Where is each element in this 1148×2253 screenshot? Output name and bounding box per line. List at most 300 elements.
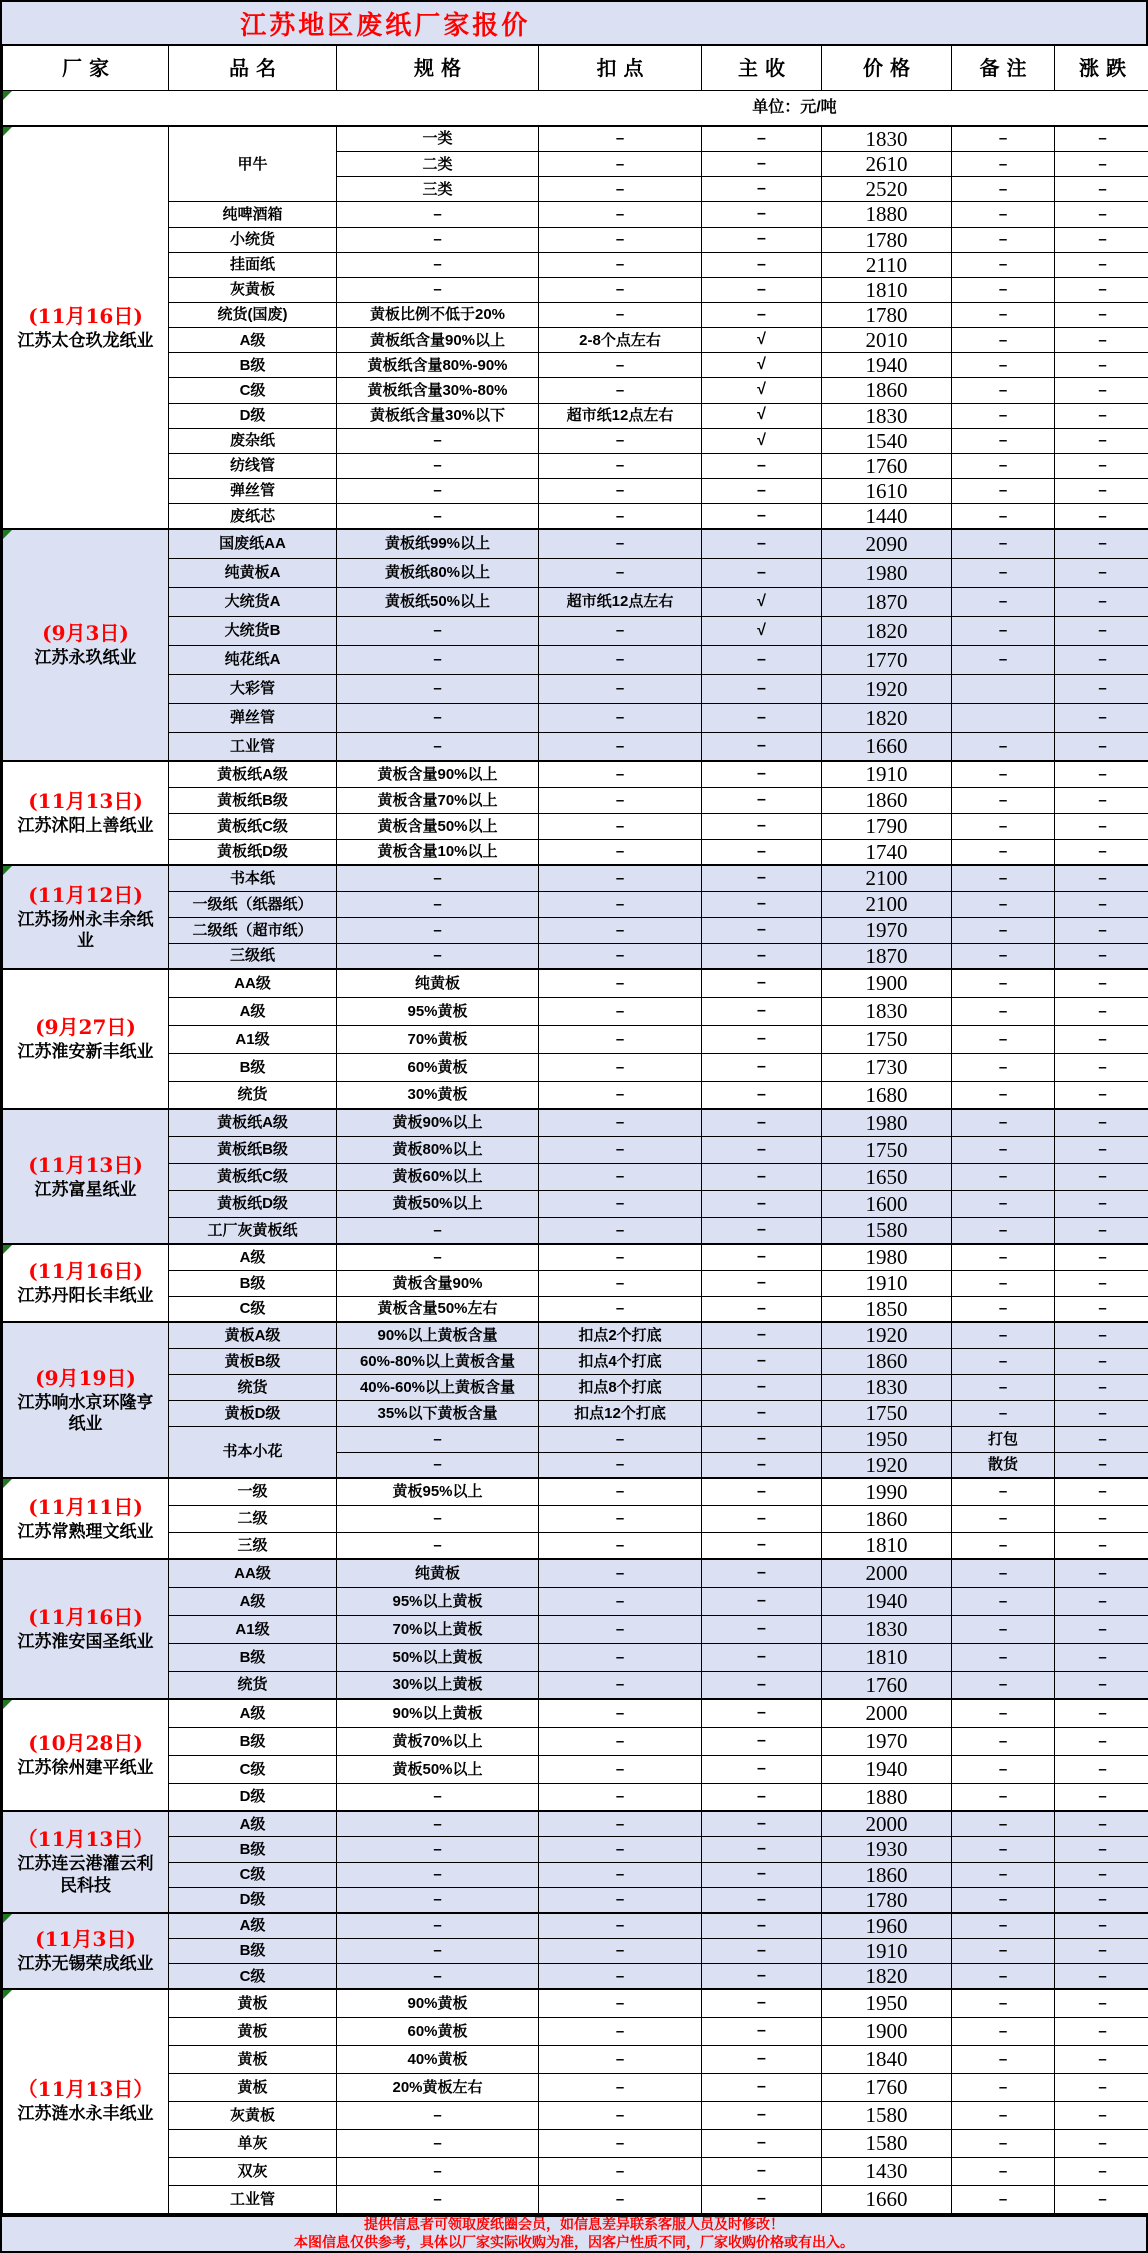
spec-cell: 黄板90%以上	[337, 1109, 539, 1136]
change-cell: –	[1055, 1081, 1148, 1109]
spec-cell: 黄板70%以上	[337, 1727, 539, 1755]
price-cell: 2100	[822, 891, 952, 917]
note-cell: –	[952, 1913, 1055, 1939]
change-cell: –	[1055, 943, 1148, 969]
factory-name: 江苏沭阳上善纸业	[7, 815, 164, 836]
change-cell: –	[1055, 1811, 1148, 1837]
product-cell: A1级	[169, 1025, 337, 1053]
deduction-cell: –	[539, 787, 702, 813]
table-row	[3, 1783, 1148, 1811]
spec-cell: –	[337, 943, 539, 969]
table-row	[3, 126, 1148, 152]
deduction-cell: –	[539, 1755, 702, 1783]
spec-cell: –	[337, 1913, 539, 1939]
spec-cell: –	[337, 277, 539, 302]
deduction-cell: –	[539, 1587, 702, 1615]
change-cell: –	[1055, 787, 1148, 813]
main-collect-cell: √	[702, 353, 822, 378]
note-cell: –	[952, 891, 1055, 917]
table-row	[3, 943, 1148, 969]
table-row	[3, 2185, 1148, 2213]
deduction-cell: 超市纸12点左右	[539, 587, 702, 616]
note-cell: –	[952, 1190, 1055, 1217]
table-row	[3, 2101, 1148, 2129]
price-cell: 1810	[822, 1532, 952, 1559]
product-cell: 黄板纸D级	[169, 1190, 337, 1217]
deduction-cell: –	[539, 969, 702, 997]
change-cell: –	[1055, 1270, 1148, 1296]
change-cell: –	[1055, 645, 1148, 674]
main-collect-cell: –	[702, 1938, 822, 1963]
main-collect-cell: –	[702, 453, 822, 478]
spec-cell: 70%黄板	[337, 1025, 539, 1053]
price-cell: 1760	[822, 2073, 952, 2101]
spec-cell: 黄板含量10%以上	[337, 839, 539, 865]
deduction-cell: –	[539, 1989, 702, 2017]
table-row	[3, 917, 1148, 943]
spec-cell: –	[337, 428, 539, 453]
change-cell: –	[1055, 674, 1148, 703]
change-cell: –	[1055, 2073, 1148, 2101]
deduction-cell: 扣点4个打底	[539, 1348, 702, 1374]
product-cell: A1级	[169, 1615, 337, 1643]
table-row	[3, 1699, 1148, 1727]
product-cell: 黄板纸C级	[169, 813, 337, 839]
table-row	[3, 1837, 1148, 1862]
product-cell: A级	[169, 1699, 337, 1727]
table-row	[3, 353, 1148, 378]
deduction-cell: –	[539, 1505, 702, 1532]
change-cell: –	[1055, 1887, 1148, 1913]
price-cell: 1580	[822, 1217, 952, 1244]
footer	[2, 2214, 1146, 2251]
spec-cell: –	[337, 1426, 539, 1452]
note-cell: –	[952, 813, 1055, 839]
factory-cell	[3, 1559, 169, 1699]
factory-cell	[3, 1989, 169, 2213]
spec-cell: 黄板纸含量80%-90%	[337, 353, 539, 378]
deduction-cell: –	[539, 616, 702, 645]
deduction-cell: –	[539, 732, 702, 761]
main-collect-cell: –	[702, 1053, 822, 1081]
table-row	[3, 1163, 1148, 1190]
product-cell: B级	[169, 1727, 337, 1755]
product-cell: 黄板纸D级	[169, 839, 337, 865]
note-cell: –	[952, 1136, 1055, 1163]
change-cell: –	[1055, 1505, 1148, 1532]
note-cell: –	[952, 1374, 1055, 1400]
factory-name: 江苏徐州建平纸业	[7, 1757, 164, 1778]
product-cell: A级	[169, 1913, 337, 1939]
factory-date: (9月27日)	[7, 1016, 164, 1039]
table-row	[3, 1217, 1148, 1244]
note-cell: –	[952, 839, 1055, 865]
table-row	[3, 302, 1148, 327]
note-cell: –	[952, 2101, 1055, 2129]
note-cell: –	[952, 1671, 1055, 1699]
change-cell: –	[1055, 1938, 1148, 1963]
note-cell: –	[952, 761, 1055, 787]
spec-cell: 黄板纸含量30%以下	[337, 403, 539, 428]
green-corner-mark	[3, 91, 12, 100]
spec-cell: 黄板含量90%以上	[337, 761, 539, 787]
main-collect-cell: –	[702, 1837, 822, 1862]
product-cell: 挂面纸	[169, 252, 337, 277]
table-row	[3, 2045, 1148, 2073]
deduction-cell: –	[539, 2185, 702, 2213]
table-row	[3, 1322, 1148, 1348]
change-cell: –	[1055, 126, 1148, 152]
product-cell: D级	[169, 403, 337, 428]
change-cell: –	[1055, 917, 1148, 943]
change-cell: –	[1055, 761, 1148, 787]
table-row	[3, 1587, 1148, 1615]
note-cell: –	[952, 277, 1055, 302]
change-cell: –	[1055, 1348, 1148, 1374]
price-cell: 1440	[822, 504, 952, 530]
product-cell: 一级	[169, 1478, 337, 1505]
spec-cell: –	[337, 1783, 539, 1811]
main-collect-cell: –	[702, 1244, 822, 1270]
main-collect-cell: √	[702, 616, 822, 645]
price-cell: 2100	[822, 865, 952, 891]
note-cell: –	[952, 202, 1055, 227]
deduction-cell: –	[539, 1244, 702, 1270]
spec-cell: –	[337, 1862, 539, 1887]
table-row	[3, 1727, 1148, 1755]
note-cell: –	[952, 1699, 1055, 1727]
price-cell: 1970	[822, 917, 952, 943]
price-cell: 2000	[822, 1811, 952, 1837]
factory-date: (11月3日)	[7, 1928, 164, 1951]
table-row	[3, 558, 1148, 587]
main-collect-cell: –	[702, 1671, 822, 1699]
table-row	[3, 674, 1148, 703]
change-cell: –	[1055, 997, 1148, 1025]
deduction-cell: –	[539, 1296, 702, 1322]
deduction-cell: –	[539, 1887, 702, 1913]
unit-row	[3, 91, 1148, 127]
change-cell: –	[1055, 2157, 1148, 2185]
deduction-cell: –	[539, 1025, 702, 1053]
product-cell: 统货	[169, 1671, 337, 1699]
main-collect-cell: –	[702, 1452, 822, 1478]
spec-cell: 90%以上黄板	[337, 1699, 539, 1727]
price-cell: 2010	[822, 328, 952, 353]
main-collect-cell: –	[702, 787, 822, 813]
deduction-cell: –	[539, 761, 702, 787]
note-cell: –	[952, 328, 1055, 353]
change-cell: –	[1055, 1452, 1148, 1478]
change-cell: –	[1055, 1964, 1148, 1990]
product-cell: B级	[169, 1270, 337, 1296]
main-collect-cell: –	[702, 1811, 822, 1837]
price-cell: 1600	[822, 1190, 952, 1217]
price-cell: 1860	[822, 1505, 952, 1532]
deduction-cell: –	[539, 353, 702, 378]
product-cell: 黄板	[169, 2045, 337, 2073]
change-cell: –	[1055, 2045, 1148, 2073]
spec-cell: –	[337, 1887, 539, 1913]
price-cell: 2090	[822, 529, 952, 558]
header-cell-spec: 规格	[337, 46, 539, 91]
table-row	[3, 997, 1148, 1025]
factory-name: 江苏淮安新丰纸业	[7, 1041, 164, 1062]
deduction-cell: –	[539, 865, 702, 891]
change-cell: –	[1055, 1163, 1148, 1190]
main-collect-cell: –	[702, 478, 822, 503]
product-cell: C级	[169, 1296, 337, 1322]
note-cell: –	[952, 1478, 1055, 1505]
spec-cell: –	[337, 1811, 539, 1837]
spec-cell: 50%以上黄板	[337, 1643, 539, 1671]
main-collect-cell: –	[702, 1217, 822, 1244]
note-cell: –	[952, 1270, 1055, 1296]
main-collect-cell: –	[702, 152, 822, 177]
factory-name: 江苏扬州永丰余纸业	[7, 909, 164, 952]
change-cell: –	[1055, 1136, 1148, 1163]
product-cell: 黄板B级	[169, 1348, 337, 1374]
price-cell: 1680	[822, 1081, 952, 1109]
change-cell: –	[1055, 616, 1148, 645]
deduction-cell: –	[539, 504, 702, 530]
main-collect-cell: –	[702, 1400, 822, 1426]
spec-cell: –	[337, 1938, 539, 1963]
main-collect-cell: –	[702, 1587, 822, 1615]
note-cell: –	[952, 1587, 1055, 1615]
spec-cell: –	[337, 674, 539, 703]
price-cell: 1650	[822, 1163, 952, 1190]
price-cell: 2520	[822, 177, 952, 202]
note-cell: –	[952, 587, 1055, 616]
main-collect-cell: –	[702, 674, 822, 703]
change-cell: –	[1055, 177, 1148, 202]
price-cell: 2000	[822, 1699, 952, 1727]
product-cell: 统货	[169, 1374, 337, 1400]
table-row	[3, 2017, 1148, 2045]
note-cell: –	[952, 2045, 1055, 2073]
factory-date: (9月19日)	[7, 1367, 164, 1390]
change-cell: –	[1055, 1478, 1148, 1505]
spec-cell: 黄板纸99%以上	[337, 529, 539, 558]
price-cell: 1820	[822, 1964, 952, 1990]
deduction-cell: –	[539, 891, 702, 917]
page-title: 江苏地区废纸厂家报价	[2, 2, 768, 44]
spec-cell: 黄板含量90%	[337, 1270, 539, 1296]
factory-cell	[3, 1244, 169, 1322]
note-cell: –	[952, 1109, 1055, 1136]
change-cell: –	[1055, 529, 1148, 558]
product-cell: 纯啤酒箱	[169, 202, 337, 227]
main-collect-cell: √	[702, 378, 822, 403]
product-cell: 单灰	[169, 2129, 337, 2157]
unit-label: 单位：元/吨	[439, 99, 1148, 117]
main-collect-cell: –	[702, 1322, 822, 1348]
main-collect-cell: –	[702, 1163, 822, 1190]
deduction-cell: –	[539, 1190, 702, 1217]
note-cell: –	[952, 1400, 1055, 1426]
table-row	[3, 328, 1148, 353]
main-collect-cell: –	[702, 1727, 822, 1755]
table-row	[3, 378, 1148, 403]
deduction-cell: –	[539, 378, 702, 403]
note-cell: –	[952, 2185, 1055, 2213]
table-row	[3, 1505, 1148, 1532]
change-cell: –	[1055, 1837, 1148, 1862]
note-cell: –	[952, 2129, 1055, 2157]
deduction-cell: –	[539, 1532, 702, 1559]
main-collect-cell: –	[702, 1532, 822, 1559]
deduction-cell: –	[539, 529, 702, 558]
product-cell: C级	[169, 378, 337, 403]
product-cell: 弹丝管	[169, 478, 337, 503]
price-cell: 1870	[822, 943, 952, 969]
factory-date: (11月16日)	[7, 1260, 164, 1283]
product-cell: 黄板纸A级	[169, 1109, 337, 1136]
factory-date: (11月16日)	[7, 305, 164, 328]
table-row	[3, 1643, 1148, 1671]
table-row	[3, 703, 1148, 732]
main-collect-cell: –	[702, 558, 822, 587]
deduction-cell: 扣点12个打底	[539, 1400, 702, 1426]
note-cell: –	[952, 865, 1055, 891]
table-row	[3, 1938, 1148, 1963]
note-cell: –	[952, 1244, 1055, 1270]
price-cell: 1980	[822, 558, 952, 587]
price-cell: 1760	[822, 453, 952, 478]
spec-cell: 黄板95%以上	[337, 1478, 539, 1505]
table-row	[3, 1862, 1148, 1887]
table-row	[3, 1400, 1148, 1426]
change-cell: –	[1055, 1727, 1148, 1755]
note-cell: –	[952, 428, 1055, 453]
green-corner-mark	[3, 1700, 12, 1709]
table-row	[3, 1374, 1148, 1400]
change-cell: –	[1055, 1699, 1148, 1727]
change-cell: –	[1055, 1615, 1148, 1643]
spec-cell: 黄板50%以上	[337, 1755, 539, 1783]
note-cell: –	[952, 252, 1055, 277]
note-cell: –	[952, 616, 1055, 645]
product-cell: C级	[169, 1862, 337, 1887]
product-cell: 双灰	[169, 2157, 337, 2185]
table-row	[3, 252, 1148, 277]
product-cell: 书本小花	[169, 1426, 337, 1478]
price-cell: 1750	[822, 1025, 952, 1053]
factory-cell	[3, 1913, 169, 1989]
price-cell: 1580	[822, 2129, 952, 2157]
product-cell: 黄板	[169, 2017, 337, 2045]
change-cell: –	[1055, 504, 1148, 530]
note-cell: –	[952, 1755, 1055, 1783]
price-cell: 1970	[822, 1727, 952, 1755]
note-cell: –	[952, 152, 1055, 177]
table-row	[3, 1532, 1148, 1559]
spec-cell: 一类	[337, 126, 539, 152]
price-cell: 1940	[822, 1755, 952, 1783]
note-cell: –	[952, 177, 1055, 202]
spec-cell: –	[337, 2101, 539, 2129]
factory-date: (11月13日)	[7, 790, 164, 813]
price-cell: 1780	[822, 227, 952, 252]
table-row	[3, 277, 1148, 302]
main-collect-cell: –	[702, 504, 822, 530]
factory-cell	[3, 969, 169, 1109]
price-cell: 1580	[822, 2101, 952, 2129]
spec-cell: 二类	[337, 152, 539, 177]
note-cell: –	[952, 558, 1055, 587]
factory-cell	[3, 761, 169, 865]
green-corner-mark	[3, 1990, 12, 1999]
green-corner-mark	[3, 866, 12, 875]
change-cell: –	[1055, 1755, 1148, 1783]
product-cell: AA级	[169, 1559, 337, 1587]
price-cell: 1980	[822, 1109, 952, 1136]
spec-cell: 60%-80%以上黄板含量	[337, 1348, 539, 1374]
price-cell: 2000	[822, 1559, 952, 1587]
table-row	[3, 787, 1148, 813]
change-cell: –	[1055, 378, 1148, 403]
factory-date: (11月16日)	[7, 1606, 164, 1629]
factory-date: （11月13日）	[7, 1828, 164, 1851]
note-cell: –	[952, 917, 1055, 943]
product-cell: 废纸芯	[169, 504, 337, 530]
product-cell: 黄板	[169, 2073, 337, 2101]
table-row	[3, 1989, 1148, 2017]
main-collect-cell: –	[702, 917, 822, 943]
table-row	[3, 1190, 1148, 1217]
note-cell: –	[952, 378, 1055, 403]
main-collect-cell: –	[702, 1755, 822, 1783]
product-cell: 甲牛	[169, 126, 337, 202]
footer-line-1: 提供信息者可领取废纸圈会员，如信息差异联系客服人员及时修改！	[364, 2216, 784, 2234]
main-collect-cell: –	[702, 252, 822, 277]
deduction-cell: –	[539, 1426, 702, 1452]
deduction-cell: –	[539, 558, 702, 587]
product-cell: 弹丝管	[169, 703, 337, 732]
change-cell: –	[1055, 227, 1148, 252]
change-cell: –	[1055, 277, 1148, 302]
table-row	[3, 1671, 1148, 1699]
spec-cell: 纯黄板	[337, 969, 539, 997]
spec-cell: –	[337, 891, 539, 917]
main-collect-cell: √	[702, 328, 822, 353]
factory-date: (11月11日)	[7, 1496, 164, 1519]
header-cell-factory: 厂家	[3, 46, 169, 91]
spec-cell: –	[337, 2185, 539, 2213]
deduction-cell: –	[539, 1964, 702, 1990]
deduction-cell: –	[539, 2045, 702, 2073]
change-cell: –	[1055, 152, 1148, 177]
table-row	[3, 1270, 1148, 1296]
note-cell: –	[952, 1532, 1055, 1559]
product-cell: 大统货A	[169, 587, 337, 616]
note-cell: –	[952, 943, 1055, 969]
factory-cell	[3, 1109, 169, 1244]
factory-name: 江苏连云港灌云利民科技	[7, 1853, 164, 1896]
table-row	[3, 529, 1148, 558]
change-cell: –	[1055, 453, 1148, 478]
product-cell: 工业管	[169, 732, 337, 761]
table-row	[3, 1559, 1148, 1587]
deduction-cell: –	[539, 1081, 702, 1109]
main-collect-cell: –	[702, 2045, 822, 2073]
note-cell: –	[952, 1862, 1055, 1887]
product-cell: 灰黄板	[169, 2101, 337, 2129]
price-cell: 1990	[822, 1478, 952, 1505]
factory-name: 江苏丹阳长丰纸业	[7, 1285, 164, 1306]
deduction-cell: –	[539, 2017, 702, 2045]
